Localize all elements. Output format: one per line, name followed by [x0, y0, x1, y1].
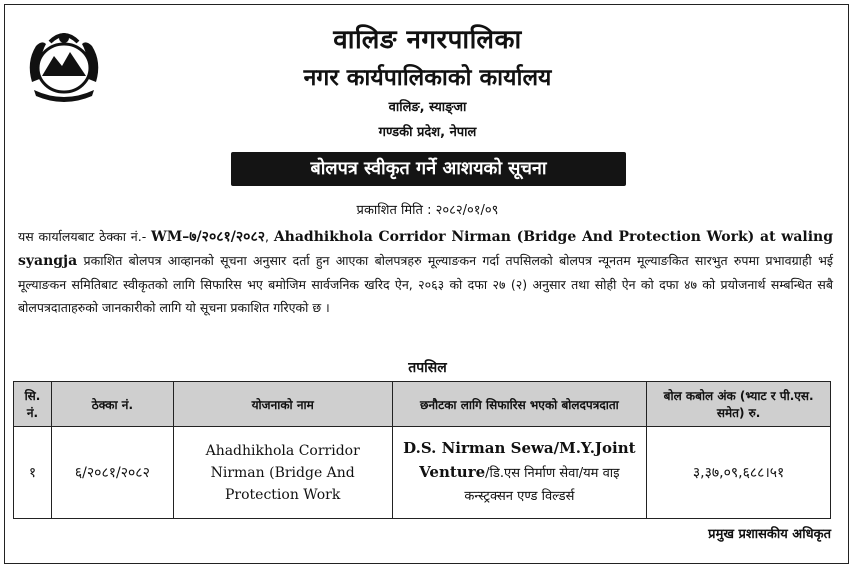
bidder-name-en: D.S. Nirman Sewa/M.Y.Joint Venture — [403, 439, 636, 481]
award-table — [13, 381, 831, 519]
table-subheading: तपसिल — [408, 360, 447, 376]
municipality-title: वालिङ नगरपालिका — [333, 25, 522, 55]
province-line: गण्डकी प्रदेश, नेपाल — [378, 125, 477, 140]
col-header-project: योजनाको नाम — [173, 382, 392, 427]
cell-project: Ahadhikhola Corridor Nirman (Bridge And Protection Work — [173, 427, 392, 519]
col-header-amount: बोल कबोल अंक (भ्याट र पी.एस. समेत) रु. — [647, 382, 831, 427]
cell-contract: ६/२०८१/२०८२ — [51, 427, 173, 519]
body-prefix: यस कार्यालयबाट ठेक्का नं.- — [18, 229, 152, 244]
col-header-contract: ठेक्का नं. — [51, 382, 173, 427]
cell-bidder — [392, 427, 647, 519]
col-header-sn: सि. नं. — [14, 382, 52, 427]
contract-number: WM–७/२०८१/२०८२ — [151, 229, 266, 245]
published-date: प्रकाशित मिति : २०८२/०१/०९ — [356, 203, 499, 218]
bidder-name-np: /डि.एस निर्माण सेवा/यम वाइ कन्स्ट्रक्सन एण्ड विल्डर्स — [464, 466, 620, 504]
col-header-bidder: छनौटका लागि सिफारिस भएको बोलदपत्रदाता — [392, 382, 647, 427]
body-separator: , — [265, 229, 274, 244]
notice-body — [18, 225, 833, 319]
project-name-en: Ahadhikhola Corridor Nirman (Bridge And Protection Work) at waling syangja — [18, 229, 833, 269]
office-address: वालिङ, स्याङ्जा — [388, 100, 467, 115]
cell-sn: १ — [14, 427, 52, 519]
office-title: नगर कार्यपालिकाको कार्यालय — [303, 65, 552, 91]
body-suffix: प्रकाशित बोलपत्र आव्हानको सूचना अनुसार दर्ता हुन आएका बोलपत्रहरु मूल्याङकन गर्दा तपसिलको बोलपत्र न्यूनतम मूल्याङकित सारभुत रुपमा प्रभावग्राही भई मूल्याङकन समितिबाट स्वीकृतको लागि सिफारिस भए बमोजिम सार्वजनिक खरिद ऐन, २०६३ को दफा २७ (२) अनुसार तथा सोही ऐन को दफा ४७ को प्रयोजनार्थ सम्बन्धित सबै बोलपत्रदाताहरुको जानकारीको लागि यो सूचना प्रकाशित गरिएको छ । — [18, 253, 833, 315]
signatory-title: प्रमुख प्रशासकीय अधिकृत — [708, 527, 831, 542]
table-header-row — [14, 382, 831, 427]
cell-amount: ३,३७,०९,६८८।५१ — [647, 427, 831, 519]
table-row — [14, 427, 831, 519]
notice-banner: बोलपत्र स्वीकृत गर्ने आशयको सूचना — [231, 152, 626, 186]
